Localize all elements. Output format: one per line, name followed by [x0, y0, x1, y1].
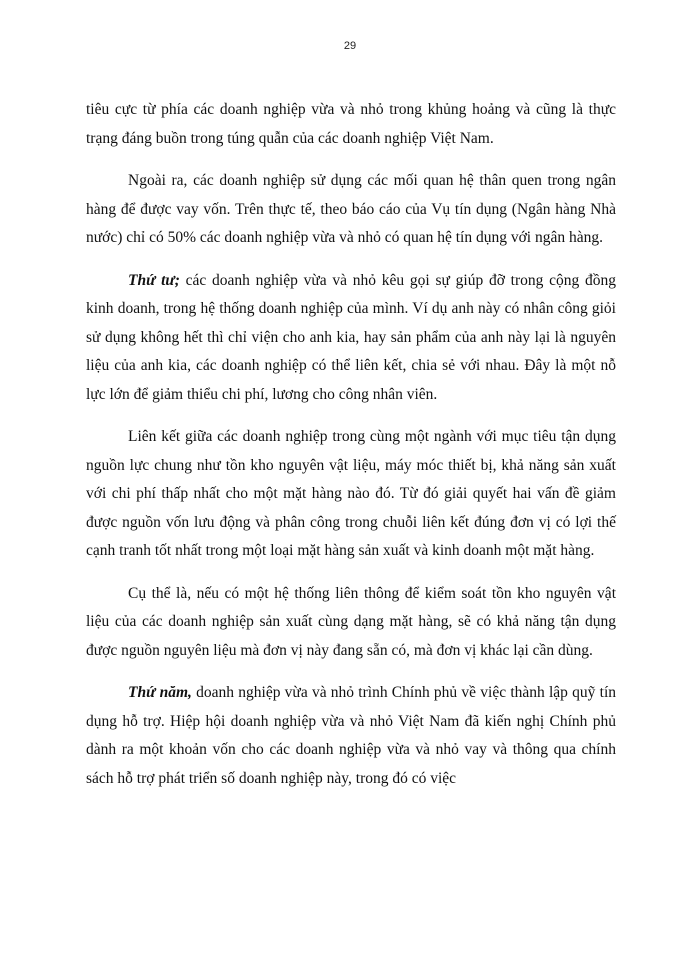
paragraph-4-text: Liên kết giữa các doanh nghiệp trong cùng một ngành với mục tiêu tận dụng nguồn lực chung như tồn kho nguyên vật liệu, máy móc thiết bị, khả năng sản xuất với chi phí thấp nhất cho một mặt hàng nào đó. Từ đó giải quyết hai vấn đề giảm được nguồn vốn lưu động và phân công trong chuỗi liên kết đúng đơn vị có lợi thế cạnh tranh tốt nhất trong một loại mặt hàng sản xuất và kinh doanh một mặt hàng. — [86, 428, 616, 559]
paragraph-3-lead: Thứ tư; — [128, 271, 180, 289]
paragraph-1 — [86, 96, 616, 153]
paragraph-2 — [86, 167, 616, 253]
paragraph-6-lead: Thứ năm, — [128, 684, 192, 701]
paragraph-5 — [86, 580, 616, 666]
page-number: 29 — [343, 40, 357, 52]
paragraph-6 — [86, 679, 616, 793]
paragraph-2-text: Ngoài ra, các doanh nghiệp sử dụng các mối quan hệ thân quen trong ngân hàng để được vay vốn. Trên thực tế, theo báo cáo của Vụ tín dụng (Ngân hàng Nhà nước) chỉ có 50% các doanh nghiệp vừa và nhỏ có quan hệ tín dụng với ngân hàng. — [86, 172, 616, 246]
paragraph-5-text: Cụ thể là, nếu có một hệ thống liên thông để kiểm soát tồn kho nguyên vật liệu của các doanh nghiệp sản xuất cùng dạng mặt hàng, sẽ có khả năng tận dụng được nguồn nguyên liệu mà đơn vị này đang sẵn có, mà đơn vị khác lại cần dùng. — [86, 584, 616, 659]
paragraph-6-text: doanh nghiệp vừa và nhỏ trình Chính phủ về việc thành lập quỹ tín dụng hỗ trợ. Hiệp hội doanh nghiệp vừa và nhỏ Việt Nam đã kiến nghị Chính phủ dành ra một khoản vốn cho các doanh nghiệp vừa và nhỏ vay và thông qua chính sách hỗ trợ phát triển số doanh nghiệp này, trong đó có việc — [86, 684, 616, 787]
document-body — [86, 96, 616, 807]
paragraph-3 — [86, 267, 616, 410]
paragraph-3-text: các doanh nghiệp vừa và nhỏ kêu gọi sự giúp đỡ trong cộng đồng kinh doanh, trong hệ thống doanh nghiệp của mình. Ví dụ anh này có nhân công giỏi sử dụng không hết thì chỉ viện cho anh kia, hay sản phẩm của anh này lại là nguyên liệu của anh kia, các doanh nghiệp có thể liên kết, chia sẻ với nhau. Đây là một nỗ lực lớn để giảm thiểu chi phí, lương cho công nhân viên. — [86, 271, 616, 403]
paragraph-1-text: tiêu cực từ phía các doanh nghiệp vừa và nhỏ trong khủng hoảng và cũng là thực trạng đáng buồn trong túng quẫn của các doanh nghiệp Việt Nam. — [86, 101, 616, 147]
paragraph-4 — [86, 423, 616, 566]
